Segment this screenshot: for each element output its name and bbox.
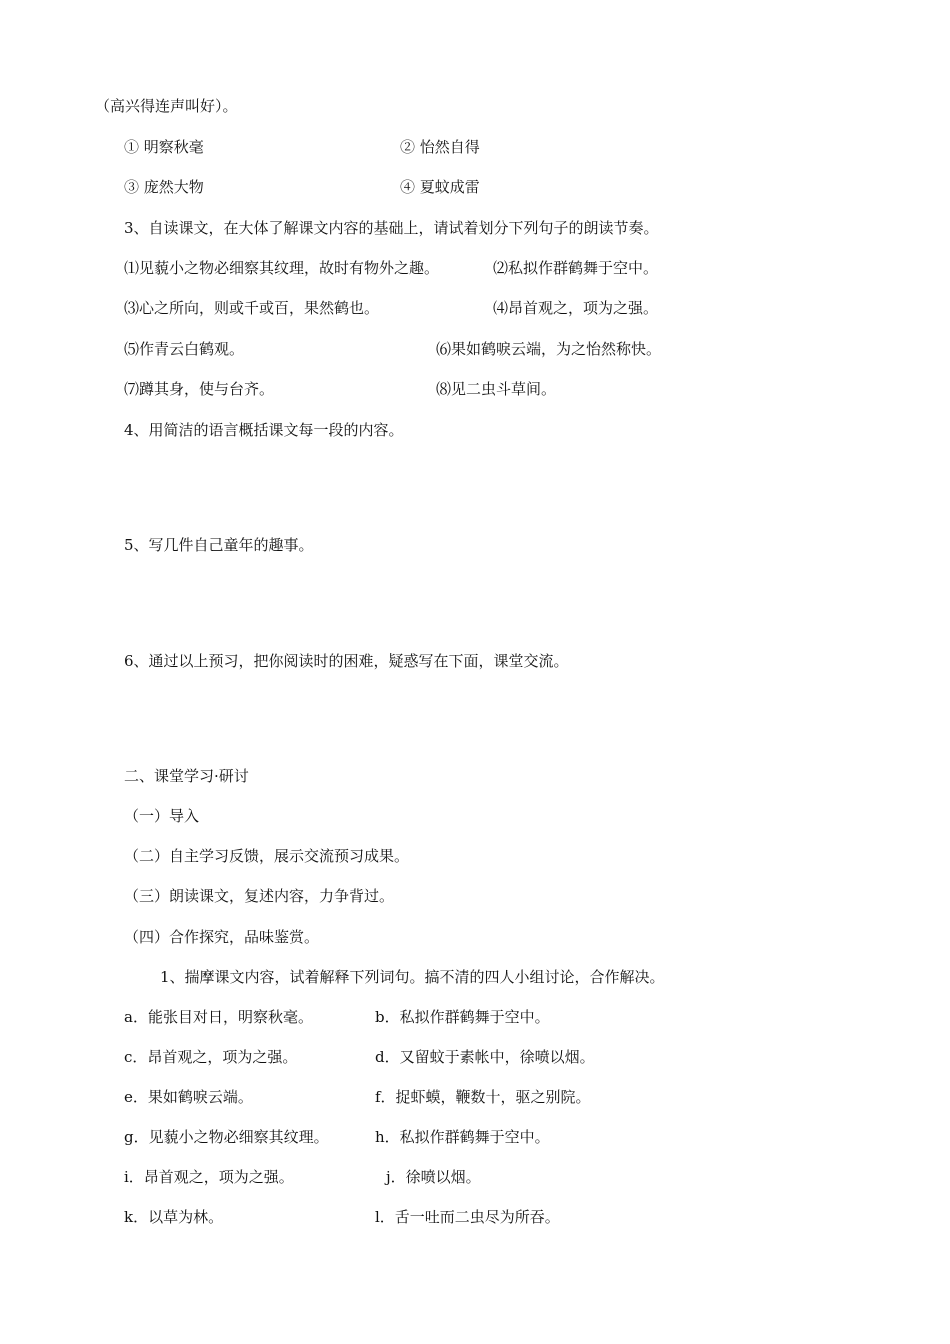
part-1: （一）导入 <box>124 807 200 825</box>
option-1: ① 明察秋毫 <box>124 138 204 156</box>
part-4: （四）合作探究，品味鉴赏。 <box>124 928 320 946</box>
question-4: 4、用简洁的语言概括课文每一段的内容。 <box>124 421 404 439</box>
question-6: 6、通过以上预习，把你阅读时的困难，疑惑写在下面，课堂交流。 <box>124 652 569 670</box>
question-5: 5、写几件自己童年的趣事。 <box>124 536 314 554</box>
sentence-4: ⑷昂首观之，项为之强。 <box>493 299 659 317</box>
section-2-heading: 二、课堂学习·研讨 <box>124 767 249 785</box>
sentence-7: ⑺蹲其身，使与台齐。 <box>124 380 275 398</box>
sentence-1: ⑴见藐小之物必细察其纹理，故时有物外之趣。 <box>124 259 440 277</box>
item-f: f．捉虾蟆，鞭数十，驱之别院。 <box>375 1088 591 1106</box>
task-1: 1、揣摩课文内容，试着解释下列词句。搞不清的四人小组讨论，合作解决。 <box>160 968 665 986</box>
item-d: d．又留蚊于素帐中，徐喷以烟。 <box>375 1048 595 1066</box>
item-j: j．徐喷以烟。 <box>386 1168 481 1186</box>
item-g: g．见藐小之物必细察其纹理。 <box>124 1128 329 1146</box>
option-2: ② 怡然自得 <box>400 138 480 156</box>
sentence-5: ⑸作青云白鹤观。 <box>124 340 245 358</box>
item-b: b．私拟作群鹤舞于空中。 <box>375 1008 550 1026</box>
item-a: a．能张目对日，明察秋毫。 <box>124 1008 313 1026</box>
item-i: i．昂首观之，项为之强。 <box>124 1168 294 1186</box>
paragraph-intro: （高兴得连声叫好）。 <box>95 97 238 115</box>
option-4: ④ 夏蚊成雷 <box>400 178 480 196</box>
item-k: k．以草为林。 <box>124 1208 224 1226</box>
sentence-2: ⑵私拟作群鹤舞于空中。 <box>493 259 659 277</box>
item-l: l．舌一吐而二虫尽为所吞。 <box>375 1208 560 1226</box>
question-3: 3、自读课文，在大体了解课文内容的基础上，请试着划分下列句子的朗读节奏。 <box>124 219 659 237</box>
part-2: （二）自主学习反馈，展示交流预习成果。 <box>124 847 410 865</box>
sentence-3: ⑶心之所向，则或千或百，果然鹤也。 <box>124 299 380 317</box>
part-3: （三）朗读课文，复述内容，力争背过。 <box>124 887 395 905</box>
option-3: ③ 庞然大物 <box>124 178 204 196</box>
item-c: c．昂首观之，项为之强。 <box>124 1048 298 1066</box>
item-h: h．私拟作群鹤舞于空中。 <box>375 1128 550 1146</box>
sentence-6: ⑹果如鹤唳云端，为之怡然称快。 <box>436 340 662 358</box>
sentence-8: ⑻见二虫斗草间。 <box>436 380 557 398</box>
item-e: e．果如鹤唳云端。 <box>124 1088 253 1106</box>
